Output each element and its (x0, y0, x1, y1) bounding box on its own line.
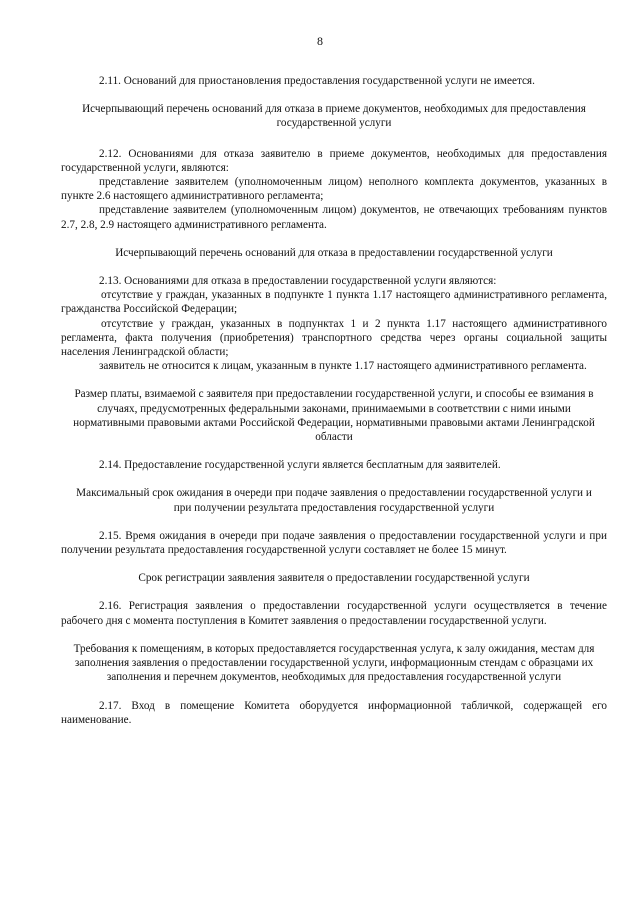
paragraph-2-11: 2.11. Оснований для приостановления предоставления государственной услуги не имеется. (99, 75, 535, 87)
paragraph-2-17: 2.17. Вход в помещение Комитета оборудуется информационной табличкой, содержащей его наименование. (61, 699, 607, 726)
section-heading-queue-time: Максимальный срок ожидания в очереди при подаче заявления о предоставлении государственной услуги и при получении результата предоставления государственной услуги (76, 487, 592, 514)
section-heading-refusal-service: Исчерпывающий перечень оснований для отказа в предоставлении государственной услуги (115, 246, 553, 259)
paragraph-2-13: 2.13. Основаниями для отказа в предоставлении государственной услуги являются: (99, 275, 497, 288)
paragraph-2-13-item-2: отсутствие у граждан, указанных в подпунктах 1 и 2 пункта 1.17 настоящего административного регламента, факта получения (приобретения) транспортного средства через органы социальной защиты населения Ленинградской области; (61, 317, 607, 359)
paragraph-2-15: 2.15. Время ожидания в очереди при подаче заявления о предоставлении государственной услуги и при получении результата предоставления государственной услуги составляет не более 15 минут. (61, 529, 607, 557)
paragraph-2-14: 2.14. Предоставление государственной услуги является бесплатным для заявителей. (99, 459, 501, 472)
section-heading-premises: Требования к помещениям, в которых предоставляется государственная услуга, к залу ожидания, местам для заполнения заявления о предоставлении государственной услуги, информационным стендам с образцами их заполнения и перечнем документов, необходимых для предоставления государственной услуги (73, 642, 595, 684)
paragraph-2-12-item-1: представление заявителем (уполномоченным лицом) неполного комплекта документов, указанных в пункте 2.6 настоящего административного регламента; (61, 176, 607, 203)
paragraph-2-13-item-3: заявитель не относится к лицам, указанным в пункте 1.17 настоящего административного регламента. (99, 360, 587, 373)
section-heading-fee: Размер платы, взимаемой с заявителя при предоставлении государственной услуги, и способы ее взимания в случаях, предусмотренных федеральными законами, принимаемыми в соответствии с ними иными нормативными правовыми актами Российской Федерации, нормативными правовыми актами Ленинградской области (73, 388, 595, 444)
paragraph-2-16: 2.16. Регистрация заявления о предоставлении государственной услуги осуществляется в течение рабочего дня с момента поступления в Комитет заявления о предоставлении государственной услуги. (61, 600, 607, 627)
paragraph-2-13-item-1: отсутствие у граждан, указанных в подпункте 1 пункта 1.17 настоящего административного регламента, гражданства Российской Федерации; (61, 289, 607, 316)
section-heading-registration-time: Срок регистрации заявления заявителя о предоставлении государственной услуги (138, 572, 530, 585)
document-body (61, 74, 607, 727)
paragraph-2-12-item-2: представление заявителем (уполномоченным лицом) документов, не отвечающих требованиям пунктов 2.7, 2.8, 2.9 настоящего административного регламента. (61, 204, 607, 231)
page-number: 8 (317, 34, 323, 48)
paragraph-2-12: 2.12. Основаниями для отказа заявителю в приеме документов, необходимых для предоставления государственной услуги, являются: (61, 147, 607, 174)
section-heading-refusal-documents: Исчерпывающий перечень оснований для отказа в приеме документов, необходимых для предоставления государственной услуги (82, 103, 586, 130)
